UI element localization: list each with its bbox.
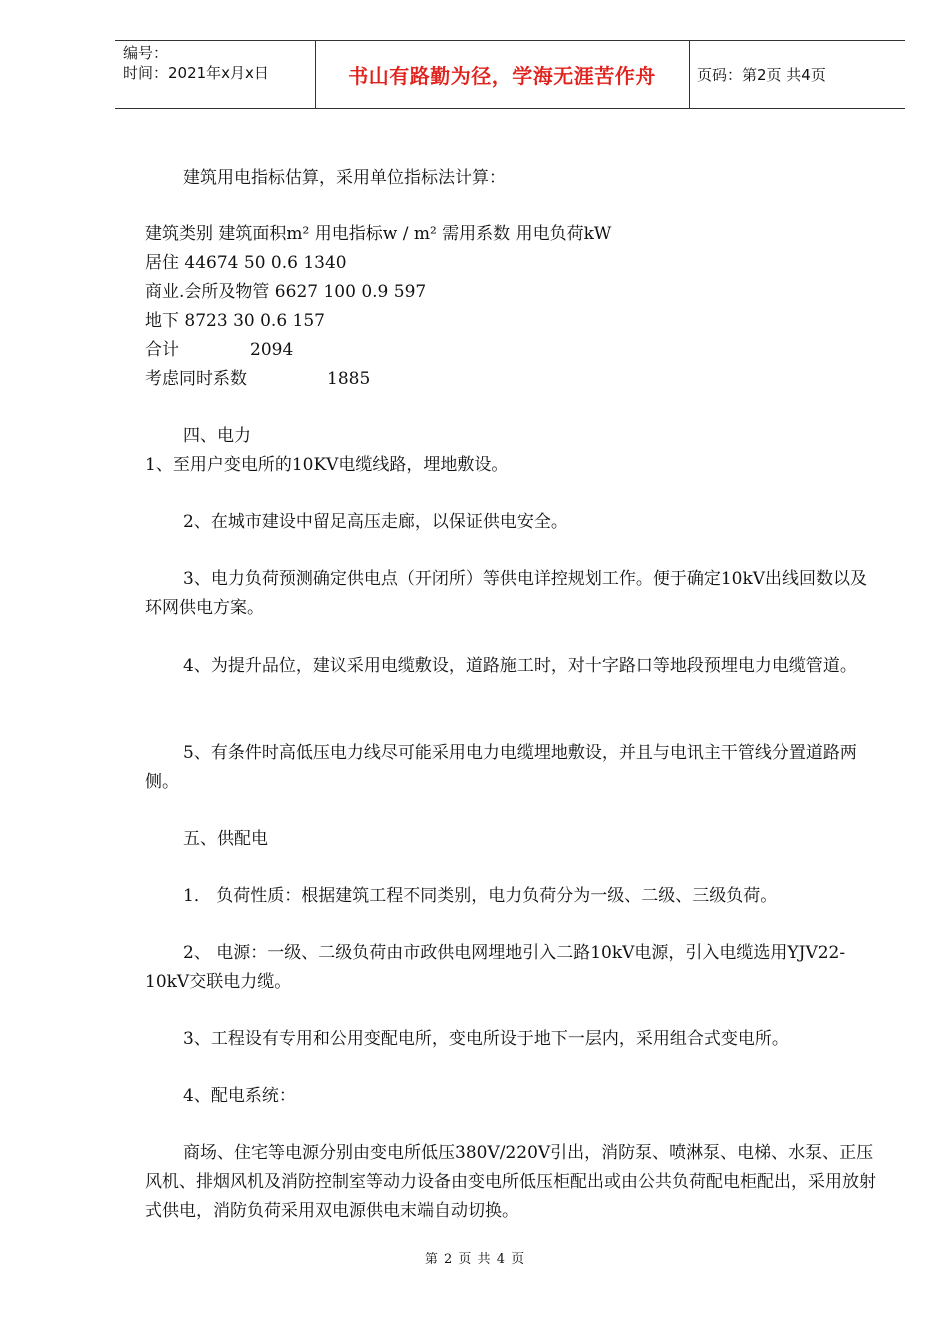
header-motto: 书山有路勤为径，学海无涯苦作舟 (348, 64, 656, 88)
section-title: 五、供配电 (183, 829, 268, 849)
coef-label: 考虑同时系数 (145, 369, 247, 389)
table-row: 商业.会所及物管 6627 100 0.9 597 (145, 282, 427, 302)
table-row: 地下 8723 30 0.6 157 (145, 311, 325, 331)
header-meta (115, 41, 316, 108)
total-label: 合计 (145, 340, 179, 360)
section-title: 四、电力 (183, 426, 251, 446)
coef-value: 1885 (327, 369, 371, 389)
list-item: 1． 负荷性质：根据建筑工程不同类别，电力负荷分为一级、二级、三级负荷。 (183, 886, 778, 906)
body-paragraph: 商场、住宅等电源分别由变电所低压380V/220V引出，消防泵、喷淋泵、电梯、水泵、正压风机、排烟风机及消防控制室等动力设备由变电所低压柜配出或由公共负荷配电柜配出，采用放射式供电，消防负荷采用双电源供电末端自动切换。 (145, 1143, 876, 1221)
header-page-info: 页码：第2页 共4页 (697, 66, 826, 84)
list-item: 2、在城市建设中留足高压走廊，以保证供电安全。 (183, 512, 568, 532)
list-item: 1、至用户变电所的10KV电缆线路，埋地敷设。 (145, 455, 509, 475)
header-motto-cell (315, 41, 690, 108)
intro-text: 建筑用电指标估算，采用单位指标法计算： (183, 168, 506, 188)
page-footer: 第 2 页 共 4 页 (424, 1252, 526, 1267)
list-item: 5、有条件时高低压电力线尽可能采用电力电缆埋地敷设，并且与电讯主干管线分置道路两侧。 (145, 743, 857, 792)
number-label: 编号： (123, 44, 169, 62)
table-row: 居住 44674 50 0.6 1340 (145, 253, 347, 273)
list-item: 2、 电源：一级、二级负荷由市政供电网埋地引入二路10kV电源，引入电缆选用YJV22-10kV交联电力缆。 (145, 943, 846, 992)
table-header: 建筑类别 建筑面积m² 用电指标w / m² 需用系数 用电负荷kW (145, 224, 612, 244)
list-item: 3、电力负荷预测确定供电点（开闭所）等供电详控规划工作。便于确定10kV出线回数以及环网供电方案。 (145, 569, 868, 618)
time-label: 时间：2021年x月x日 (123, 64, 269, 82)
list-item: 4、为提升品位，建议采用电缆敷设，道路施工时，对十字路口等地段预埋电力电缆管道。 (183, 656, 857, 676)
list-item: 3、工程设有专用和公用变配电所，变电所设于地下一层内，采用组合式变电所。 (183, 1029, 789, 1049)
page-header (115, 40, 905, 109)
list-item: 4、配电系统： (183, 1086, 296, 1106)
total-value: 2094 (250, 340, 294, 360)
